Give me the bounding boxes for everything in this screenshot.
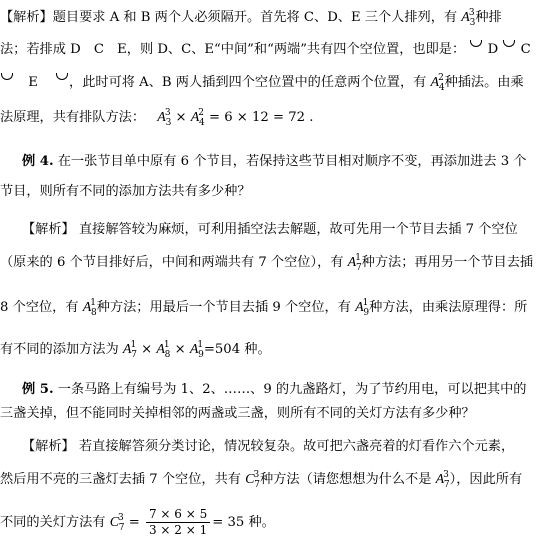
example-4-line-1 [22,152,560,172]
text: = 6 × 12 = 72 . [208,110,314,125]
math-C: C [109,515,120,530]
example-5-line-1 [22,380,560,400]
math-A: A [190,110,200,125]
sup: 1 [163,340,170,350]
text: 【解析】题目要求 A 和 B 两个人必须隔开。首先将 C、D、E 三个人排列，有 [0,10,462,25]
math-C: C [245,472,255,487]
math-A: A [461,10,470,25]
text: ），因此所有 [449,472,523,487]
sup: 3 [118,513,124,523]
sub: 3 [165,118,172,128]
text: D [487,42,499,57]
math-A: A [157,110,166,125]
text: C [520,42,531,57]
sup: 1 [130,340,137,350]
example-5-solution-3 [0,506,560,542]
solution-line-1 [0,8,560,29]
sup: 1 [90,298,97,308]
text: 种方法（请您想想为什么不是 [259,472,436,487]
fraction [146,507,210,538]
gap-arc [503,40,515,47]
sub: 4 [199,118,205,128]
text: 【解析】 若直接解答须分类讨论，情况较复杂。故可把六盏亮着的灯看作六个元素， [22,439,515,454]
solution-line-4 [0,108,560,129]
sub: 9 [198,350,204,360]
sup: 3 [443,470,449,480]
sub: 4 [438,83,445,93]
text: 有不同的添加方法为 [0,342,123,357]
text: 一条马路上有编号为 1、2、……、9 的九盏路灯，为了节约用电，可以把其中的 [57,382,527,397]
text: E [28,75,38,90]
sub: 7 [254,480,260,490]
text: 三盏关掉，但不能同时关掉相邻的两盏或三盏，则所有不同的关灯方法有多少种？ [0,406,475,421]
text: （原来的 6 个节目排好后，中间和两端共有 7 个空位），有 [0,255,348,270]
sub: 7 [131,350,137,360]
times: × [171,110,191,125]
sub: 3 [469,18,476,28]
example-4-solution-3 [0,298,560,319]
text: =504 种。 [203,342,271,357]
text: 种方法；用最后一个节目去插 9 个空位，有 [96,300,356,315]
text: 法原理，共有排队方法： [0,110,146,125]
gap-arc [470,40,482,47]
math-A: A [430,75,440,90]
text: 种方法；再用另一个节目去插 [361,255,534,270]
sub: 7 [118,523,125,533]
example-label: 例 5. [22,382,54,397]
math-A: A [82,300,92,315]
example-4-solution-4 [0,340,560,361]
fraction-denominator: 3 × 2 × 1 [148,523,208,537]
text: 不同的关灯方法有 [0,515,110,530]
gap-arc [1,73,13,80]
equals: = [124,515,144,530]
text: 【解析】 直接解答较为麻烦，可利用插空法去解题，故可先用一个节目去插 7 个空位 [22,222,518,237]
gap-arc [56,73,68,80]
example-5-line-2 [0,404,560,424]
times: × [170,342,190,357]
example-4-line-2 [0,182,560,202]
example-5-solution-1 [22,437,560,457]
text: 8 个空位，有 [0,300,83,315]
example-label: 例 4. [22,154,54,169]
sub: 8 [164,350,171,360]
math-A: A [347,255,357,270]
sub: 9 [363,308,370,318]
text: ，此时可将 A、B 两人插到四个空位置中的任意两个位置，有 [69,75,431,90]
math-A: A [189,342,199,357]
math-A: A [435,472,445,487]
sup: 2 [198,108,205,118]
text: 然后用不亮的三盏灯去插 7 个空位，共有 [0,472,246,487]
text: = 35 种。 [212,515,275,530]
solution-line-3 [0,73,560,94]
math-A: A [355,300,364,315]
example-4-solution-2 [0,253,560,274]
text: 种排 [475,10,502,25]
text: 法；若排成 D C E，则 D、C、E“中间”和“两端”共有四个空位置，也即是： [0,42,466,57]
sup: 1 [355,253,361,263]
math-A: A [156,342,165,357]
text: 种插法。由乘 [444,75,524,90]
fraction-numerator: 7 × 6 × 5 [146,507,210,523]
sub: 8 [91,308,97,318]
text: 在一张节目单中原有 6 个节目，若保持这些节目相对顺序不变，再添加进去 3 个 [57,154,527,169]
solution-line-2 [0,40,560,60]
sub: 7 [355,263,362,273]
text: 种方法，由乘法原理得：所 [369,300,528,315]
sup: 3 [253,470,260,480]
math-A: A [122,342,132,357]
example-4-solution-1 [22,220,560,240]
sup: 1 [362,298,369,308]
sup: 3 [164,108,171,118]
text: 节目，则所有不同的添加方法共有多少种？ [0,184,251,199]
sup: 3 [468,8,475,18]
times: × [136,342,157,357]
example-5-solution-2 [0,470,560,491]
sup: 2 [438,73,444,83]
sup: 1 [197,340,204,350]
sub: 7 [443,480,450,490]
